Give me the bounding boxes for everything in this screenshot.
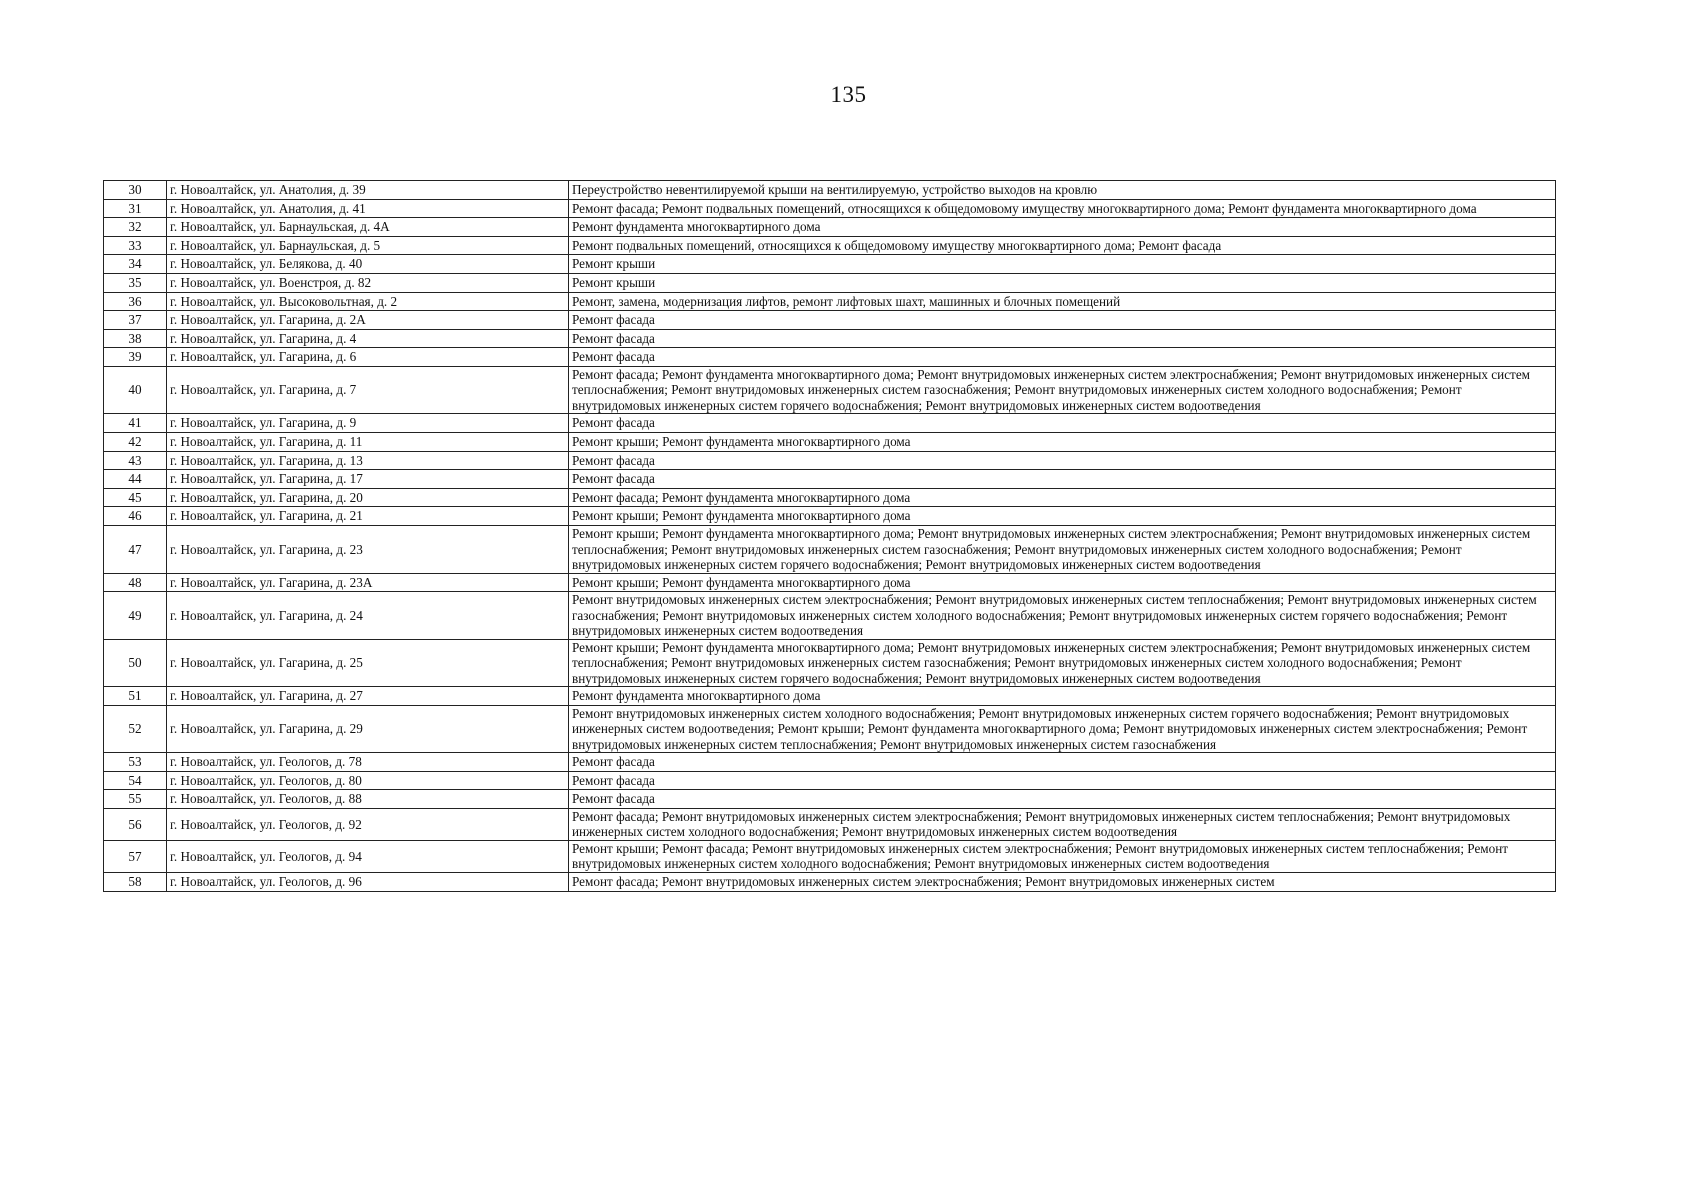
- table-row: [104, 840, 1556, 872]
- row-number: 45: [104, 488, 167, 507]
- row-number: 38: [104, 329, 167, 348]
- table-row: [104, 218, 1556, 237]
- row-works: Ремонт крыши: [569, 255, 1556, 274]
- table-row: [104, 181, 1556, 200]
- row-address: г. Новоалтайск, ул. Гагарина, д. 21: [167, 507, 569, 526]
- row-address: г. Новоалтайск, ул. Геологов, д. 96: [167, 872, 569, 891]
- table-row: [104, 753, 1556, 772]
- row-number: 50: [104, 639, 167, 687]
- table-row: [104, 199, 1556, 218]
- row-works: Ремонт фундамента многоквартирного дома: [569, 687, 1556, 706]
- row-address: г. Новоалтайск, ул. Анатолия, д. 39: [167, 181, 569, 200]
- table-row: [104, 705, 1556, 753]
- row-number: 44: [104, 470, 167, 489]
- row-number: 32: [104, 218, 167, 237]
- row-address: г. Новоалтайск, ул. Гагарина, д. 23А: [167, 573, 569, 592]
- table-row: [104, 573, 1556, 592]
- row-address: г. Новоалтайск, ул. Геологов, д. 94: [167, 840, 569, 872]
- row-address: г. Новоалтайск, ул. Гагарина, д. 17: [167, 470, 569, 489]
- row-address: г. Новоалтайск, ул. Геологов, д. 80: [167, 771, 569, 790]
- table-row: [104, 414, 1556, 433]
- row-address: г. Новоалтайск, ул. Гагарина, д. 25: [167, 639, 569, 687]
- row-works: Ремонт фасада: [569, 451, 1556, 470]
- row-address: г. Новоалтайск, ул. Геологов, д. 88: [167, 790, 569, 809]
- row-address: г. Новоалтайск, ул. Гагарина, д. 20: [167, 488, 569, 507]
- row-number: 56: [104, 808, 167, 840]
- row-address: г. Новоалтайск, ул. Гагарина, д. 29: [167, 705, 569, 753]
- table-row: [104, 311, 1556, 330]
- row-address: г. Новоалтайск, ул. Анатолия, д. 41: [167, 199, 569, 218]
- table-row: [104, 329, 1556, 348]
- row-number: 46: [104, 507, 167, 526]
- row-address: г. Новоалтайск, ул. Высоковольтная, д. 2: [167, 292, 569, 311]
- page-number: 135: [830, 82, 867, 107]
- row-address: г. Новоалтайск, ул. Геологов, д. 78: [167, 753, 569, 772]
- table-body: [104, 181, 1556, 892]
- table-row: [104, 507, 1556, 526]
- table-row: [104, 592, 1556, 640]
- row-number: 48: [104, 573, 167, 592]
- table-row: [104, 273, 1556, 292]
- row-number: 41: [104, 414, 167, 433]
- row-works: Ремонт подвальных помещений, относящихся к общедомовому имуществу многоквартирного дома; Ремонт фасада: [569, 236, 1556, 255]
- repair-works-table: [103, 180, 1556, 892]
- row-works: Ремонт фасада: [569, 771, 1556, 790]
- row-works: Ремонт фасада: [569, 414, 1556, 433]
- row-number: 42: [104, 433, 167, 452]
- row-address: г. Новоалтайск, ул. Гагарина, д. 6: [167, 348, 569, 367]
- row-address: г. Новоалтайск, ул. Гагарина, д. 2А: [167, 311, 569, 330]
- table-row: [104, 488, 1556, 507]
- row-number: 35: [104, 273, 167, 292]
- row-address: г. Новоалтайск, ул. Гагарина, д. 9: [167, 414, 569, 433]
- row-number: 34: [104, 255, 167, 274]
- row-works: Ремонт крыши: [569, 273, 1556, 292]
- row-address: г. Новоалтайск, ул. Гагарина, д. 4: [167, 329, 569, 348]
- row-works: Ремонт фасада; Ремонт подвальных помещений, относящихся к общедомовому имуществу многоквартирного дома; Ремонт фундамента многоквартирного дома: [569, 199, 1556, 218]
- table-row: [104, 526, 1556, 574]
- row-works: Ремонт фасада: [569, 753, 1556, 772]
- row-address: г. Новоалтайск, ул. Гагарина, д. 24: [167, 592, 569, 640]
- table-row: [104, 348, 1556, 367]
- row-works: Ремонт фасада: [569, 790, 1556, 809]
- row-address: г. Новоалтайск, ул. Геологов, д. 92: [167, 808, 569, 840]
- row-number: 54: [104, 771, 167, 790]
- row-number: 57: [104, 840, 167, 872]
- row-works: Ремонт крыши; Ремонт фасада; Ремонт внутридомовых инженерных систем электроснабжения; Ремонт внутридомовых инженерных систем теплоснабжения; Ремонт внутридомовых инженерных систем холодного водоснабжения; Ремонт внутридомовых инженерных систем водоотведения: [569, 840, 1556, 872]
- table-row: [104, 639, 1556, 687]
- row-number: 55: [104, 790, 167, 809]
- table-row: [104, 433, 1556, 452]
- row-works: Ремонт фасада; Ремонт фундамента многоквартирного дома: [569, 488, 1556, 507]
- row-works: Ремонт крыши; Ремонт фундамента многоквартирного дома; Ремонт внутридомовых инженерных систем электроснабжения; Ремонт внутридомовых инженерных систем теплоснабжения; Ремонт внутридомовых инженерных систем газоснабжения; Ремонт внутридомовых инженерных систем холодного водоснабжения; Ремонт внутридомовых инженерных систем горячего водоснабжения; Ремонт внутридомовых инженерных систем водоотведения: [569, 526, 1556, 574]
- row-address: г. Новоалтайск, ул. Военстроя, д. 82: [167, 273, 569, 292]
- table-row: [104, 771, 1556, 790]
- table-row: [104, 366, 1556, 414]
- row-number: 53: [104, 753, 167, 772]
- table-row: [104, 292, 1556, 311]
- row-number: 40: [104, 366, 167, 414]
- row-works: Ремонт крыши; Ремонт фундамента многоквартирного дома: [569, 507, 1556, 526]
- table-row: [104, 808, 1556, 840]
- row-number: 47: [104, 526, 167, 574]
- table-row: [104, 687, 1556, 706]
- table-row: [104, 255, 1556, 274]
- row-address: г. Новоалтайск, ул. Белякова, д. 40: [167, 255, 569, 274]
- row-number: 33: [104, 236, 167, 255]
- row-works: Ремонт фасада: [569, 348, 1556, 367]
- row-works: Ремонт фундамента многоквартирного дома: [569, 218, 1556, 237]
- row-works: Ремонт внутридомовых инженерных систем холодного водоснабжения; Ремонт внутридомовых инженерных систем горячего водоснабжения; Ремонт внутридомовых инженерных систем водоотведения; Ремонт крыши; Ремонт фундамента многоквартирного дома; Ремонт внутридомовых инженерных систем электроснабжения; Ремонт внутридомовых инженерных систем теплоснабжения; Ремонт внутридомовых инженерных систем газоснабжения: [569, 705, 1556, 753]
- row-address: г. Новоалтайск, ул. Гагарина, д. 23: [167, 526, 569, 574]
- row-works: Ремонт фасада; Ремонт фундамента многоквартирного дома; Ремонт внутридомовых инженерных систем электроснабжения; Ремонт внутридомовых инженерных систем теплоснабжения; Ремонт внутридомовых инженерных систем газоснабжения; Ремонт внутридомовых инженерных систем холодного водоснабжения; Ремонт внутридомовых инженерных систем горячего водоснабжения; Ремонт внутридомовых инженерных систем водоотведения: [569, 366, 1556, 414]
- table-row: [104, 451, 1556, 470]
- row-number: 49: [104, 592, 167, 640]
- row-address: г. Новоалтайск, ул. Гагарина, д. 13: [167, 451, 569, 470]
- table-row: [104, 236, 1556, 255]
- row-number: 58: [104, 872, 167, 891]
- row-works: Ремонт крыши; Ремонт фундамента многоквартирного дома; Ремонт внутридомовых инженерных систем электроснабжения; Ремонт внутридомовых инженерных систем теплоснабжения; Ремонт внутридомовых инженерных систем газоснабжения; Ремонт внутридомовых инженерных систем холодного водоснабжения; Ремонт внутридомовых инженерных систем горячего водоснабжения; Ремонт внутридомовых инженерных систем водоотведения: [569, 639, 1556, 687]
- row-works: Ремонт, замена, модернизация лифтов, ремонт лифтовых шахт, машинных и блочных помещений: [569, 292, 1556, 311]
- row-works: Ремонт фасада: [569, 329, 1556, 348]
- row-number: 39: [104, 348, 167, 367]
- row-address: г. Новоалтайск, ул. Гагарина, д. 27: [167, 687, 569, 706]
- row-works: Ремонт внутридомовых инженерных систем электроснабжения; Ремонт внутридомовых инженерных систем теплоснабжения; Ремонт внутридомовых инженерных систем газоснабжения; Ремонт внутридомовых инженерных систем холодного водоснабжения; Ремонт внутридомовых инженерных систем горячего водоснабжения; Ремонт внутридомовых инженерных систем водоотведения: [569, 592, 1556, 640]
- row-number: 51: [104, 687, 167, 706]
- row-number: 31: [104, 199, 167, 218]
- row-number: 36: [104, 292, 167, 311]
- row-works: Переустройство невентилируемой крыши на вентилируемую, устройство выходов на кровлю: [569, 181, 1556, 200]
- row-address: г. Новоалтайск, ул. Гагарина, д. 7: [167, 366, 569, 414]
- row-address: г. Новоалтайск, ул. Гагарина, д. 11: [167, 433, 569, 452]
- row-works: Ремонт крыши; Ремонт фундамента многоквартирного дома: [569, 433, 1556, 452]
- row-works: Ремонт фасада: [569, 470, 1556, 489]
- row-number: 30: [104, 181, 167, 200]
- table-row: [104, 872, 1556, 891]
- row-address: г. Новоалтайск, ул. Барнаульская, д. 4А: [167, 218, 569, 237]
- row-number: 37: [104, 311, 167, 330]
- row-works: Ремонт фасада; Ремонт внутридомовых инженерных систем электроснабжения; Ремонт внутридомовых инженерных систем: [569, 872, 1556, 891]
- row-address: г. Новоалтайск, ул. Барнаульская, д. 5: [167, 236, 569, 255]
- row-works: Ремонт фасада: [569, 311, 1556, 330]
- row-works: Ремонт фасада; Ремонт внутридомовых инженерных систем электроснабжения; Ремонт внутридомовых инженерных систем теплоснабжения; Ремонт внутридомовых инженерных систем холодного водоснабжения; Ремонт внутридомовых инженерных систем водоотведения: [569, 808, 1556, 840]
- row-number: 43: [104, 451, 167, 470]
- table-row: [104, 790, 1556, 809]
- table-row: [104, 470, 1556, 489]
- row-number: 52: [104, 705, 167, 753]
- row-works: Ремонт крыши; Ремонт фундамента многоквартирного дома: [569, 573, 1556, 592]
